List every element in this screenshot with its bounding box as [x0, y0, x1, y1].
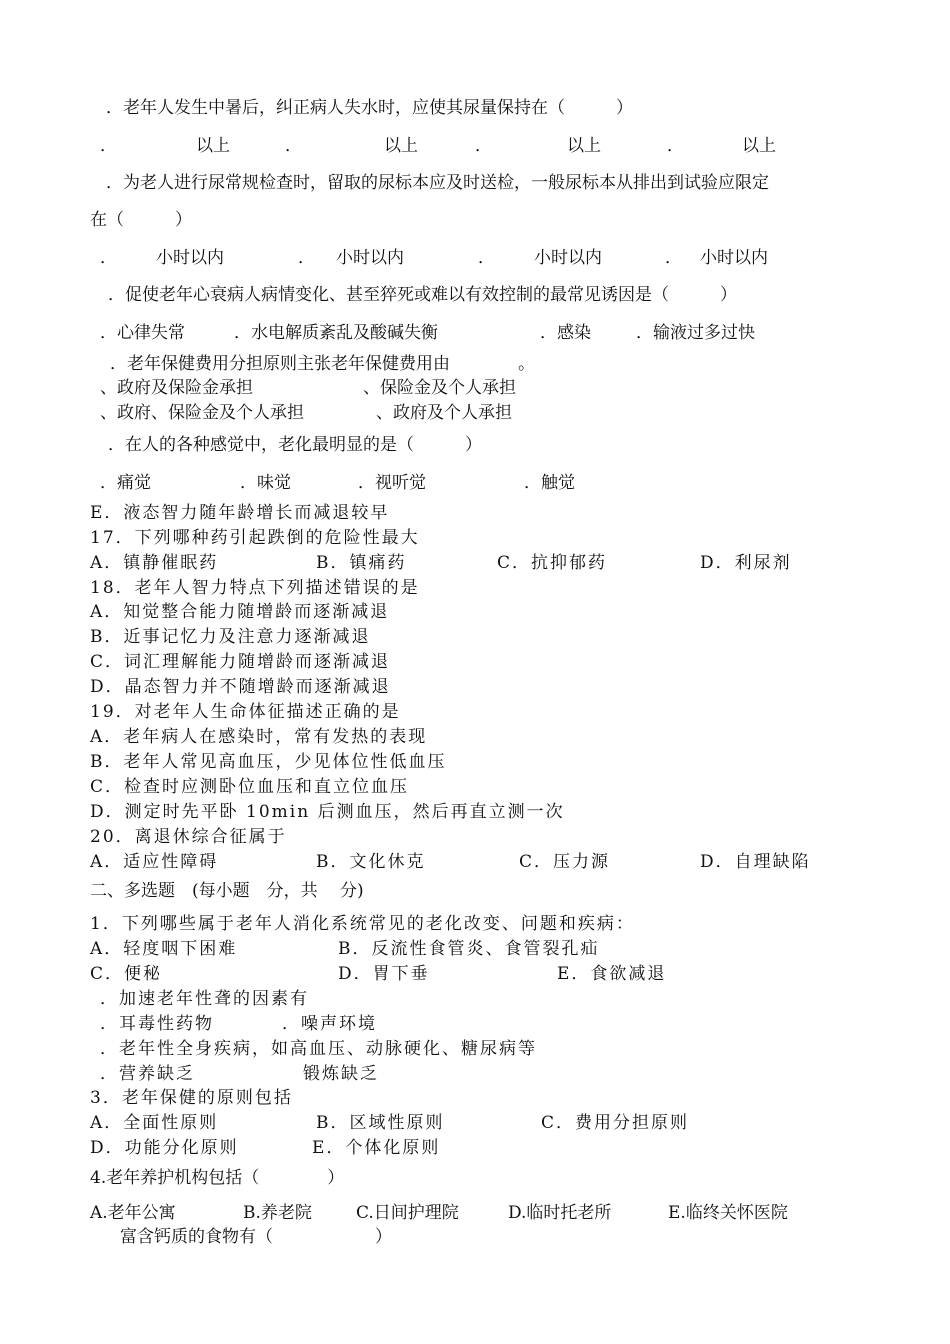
- q5-opt-d: ．触觉: [524, 473, 575, 493]
- m1-opt-c: C．便秘: [90, 964, 163, 984]
- q17-opt-c: C．抗抑郁药: [497, 553, 608, 573]
- q1-opt-a-text: 以上: [196, 136, 230, 156]
- q4-opt-b: 、保险金及个人承担: [363, 378, 516, 398]
- q2-opt-c-text: 小时以内: [534, 248, 602, 268]
- q1-opt-c-text: 以上: [567, 136, 601, 156]
- section-multiple-choice-heading: 二、多选题 (每小题 分，共 分): [90, 881, 364, 901]
- q4-opt-c: 、政府、保险金及个人承担: [100, 403, 304, 423]
- m3-opt-c: C．费用分担原则: [541, 1113, 690, 1133]
- m1-opt-a: A．轻度咽下困难: [90, 939, 238, 959]
- q18-opt-b: B．近事记忆力及注意力逐渐减退: [90, 627, 371, 647]
- q2-opt-c-marker: ．: [478, 248, 495, 268]
- q19-opt-c: C．检查时应测卧位血压和直立位血压: [90, 777, 410, 797]
- q17-stem: 17．下列哪种药引起跌倒的危险性最大: [90, 528, 420, 548]
- m2-opt-b: ．噪声环境: [282, 1014, 377, 1034]
- q18-opt-a: A．知觉整合能力随增龄而逐渐减退: [90, 602, 390, 622]
- q1-opt-a-marker: ．: [100, 136, 117, 156]
- q20-stem: 20．离退休综合征属于: [90, 827, 287, 847]
- m4-stem: 4.老年养护机构包括（ ）: [90, 1168, 345, 1188]
- m4-opt-d: D.临时托老所: [508, 1203, 612, 1223]
- m2-opt-c: ．老年性全身疾病，如高血压、动脉硬化、糖尿病等: [100, 1039, 537, 1059]
- q20-opt-a: A．适应性障碍: [90, 852, 219, 872]
- q3-stem: ．促使老年心衰病人病情变化、甚至猝死或难以有效控制的最常见诱因是（ ）: [108, 285, 737, 305]
- q3-opt-b: ．水电解质紊乱及酸碱失衡: [234, 323, 438, 343]
- q4-opt-d: 、政府及个人承担: [376, 403, 512, 423]
- m1-stem: 1．下列哪些属于老年人消化系统常见的老化改变、问题和疾病：: [90, 914, 635, 934]
- m4-opt-c: C.日间护理院: [356, 1203, 459, 1223]
- m3-stem: 3．老年保健的原则包括: [90, 1088, 293, 1108]
- q5-opt-b: ．味觉: [240, 473, 291, 493]
- q19-opt-a: A．老年病人在感染时，常有发热的表现: [90, 727, 428, 747]
- q5-stem: ．在人的各种感觉中，老化最明显的是（ ）: [108, 435, 482, 455]
- q20-opt-b: B．文化休克: [316, 852, 426, 872]
- m4-opt-b: B.养老院: [243, 1203, 312, 1223]
- m1-opt-d: D．胃下垂: [338, 964, 430, 984]
- q2-opt-d-marker: ．: [665, 248, 682, 268]
- m3-opt-d: D．功能分化原则: [90, 1138, 239, 1158]
- q1-opt-d-text: 以上: [742, 136, 776, 156]
- q4-stem: ．老年保健费用分担原则主张老年保健费用由 。: [110, 354, 535, 374]
- q20-opt-c: C．压力源: [519, 852, 611, 872]
- q3-opt-c: ．感染: [540, 323, 591, 343]
- q19-opt-b: B．老年人常见高血压，少见体位性低血压: [90, 752, 447, 772]
- q19-stem: 19．对老年人生命体征描述正确的是: [90, 702, 401, 722]
- q19-opt-d: D．测定时先平卧 10min 后测血压，然后再直立测一次: [90, 802, 565, 822]
- q17-opt-d: D．利尿剂: [700, 553, 792, 573]
- q2-stem-line2: 在（ ）: [90, 210, 192, 230]
- q1-opt-b-marker: ．: [285, 136, 302, 156]
- q2-opt-b-text: 小时以内: [336, 248, 404, 268]
- q1-stem: ．老年人发生中暑后，纠正病人失水时，应使其尿量保持在（ ）: [106, 98, 633, 118]
- m2-opt-e: 锻炼缺乏: [303, 1064, 379, 1084]
- m4-opt-e: E.临终关怀医院: [668, 1203, 788, 1223]
- q2-stem-line1: ．为老人进行尿常规检查时，留取的尿标本应及时送检，一般尿标本从排出到试验应限定: [106, 173, 769, 193]
- q1-opt-c-marker: ．: [475, 136, 492, 156]
- m3-opt-e: E．个体化原则: [312, 1138, 441, 1158]
- q1-opt-b-text: 以上: [384, 136, 418, 156]
- q2-opt-b-marker: ．: [298, 248, 315, 268]
- m5-stem: 富含钙质的食物有（ ）: [120, 1227, 392, 1247]
- m2-opt-d: ．营养缺乏: [100, 1064, 195, 1084]
- q17-opt-b: B．镇痛药: [316, 553, 407, 573]
- m2-opt-a: ．耳毒性药物: [100, 1014, 214, 1034]
- q3-opt-a: ．心律失常: [100, 323, 185, 343]
- q18-stem: 18．老年人智力特点下列描述错误的是: [90, 578, 420, 598]
- m3-opt-a: A．全面性原则: [90, 1113, 219, 1133]
- q1-opt-d-marker: ．: [667, 136, 684, 156]
- q18-opt-c: C．词汇理解能力随增龄而逐渐减退: [90, 652, 391, 672]
- m1-opt-b: B．反流性食管炎、食管裂孔疝: [338, 939, 600, 959]
- q-fragment-e: E．液态智力随年龄增长而减退较早: [90, 503, 390, 523]
- q20-opt-d: D．自理缺陷: [700, 852, 811, 872]
- m3-opt-b: B．区域性原则: [316, 1113, 445, 1133]
- q5-opt-a: ．痛觉: [100, 473, 151, 493]
- m4-opt-a: A.老年公寓: [90, 1203, 176, 1223]
- q18-opt-d: D．晶态智力并不随增龄而逐渐减退: [90, 677, 391, 697]
- q4-opt-a: 、政府及保险金承担: [100, 378, 253, 398]
- m2-stem: ．加速老年性聋的因素有: [100, 989, 309, 1009]
- q5-opt-c: ．视听觉: [358, 473, 426, 493]
- m1-opt-e: E．食欲减退: [557, 964, 667, 984]
- q2-opt-a-text: 小时以内: [156, 248, 224, 268]
- q3-opt-d: ．输液过多过快: [636, 323, 755, 343]
- q2-opt-d-text: 小时以内: [700, 248, 768, 268]
- q2-opt-a-marker: ．: [100, 248, 117, 268]
- q17-opt-a: A．镇静催眠药: [90, 553, 219, 573]
